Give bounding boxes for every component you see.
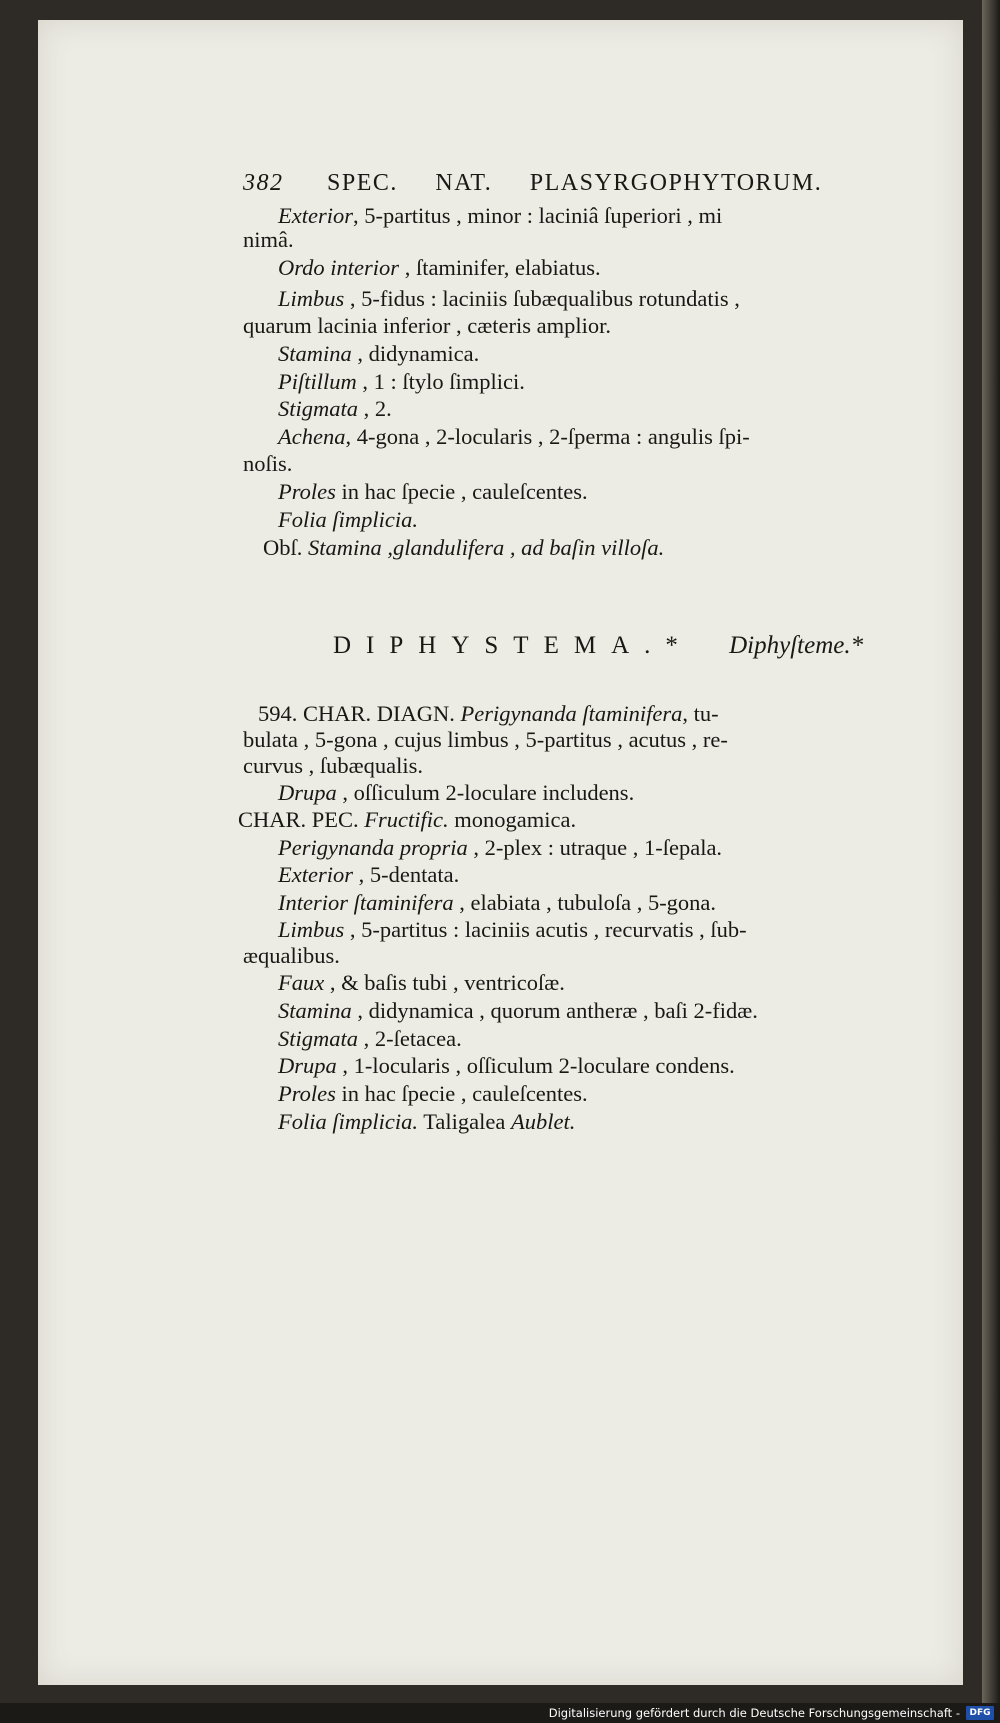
italic-term: Faux — [278, 970, 325, 995]
running-header — [243, 170, 843, 197]
italic-term: Proles — [278, 479, 336, 504]
italic-term: Perigynanda propria — [278, 835, 468, 860]
text-line — [278, 201, 722, 231]
text-run: , tu- — [682, 701, 719, 726]
text-run: bulata , 5-gona , cujus limbus , 5-partitus , acutus , re- — [243, 727, 728, 752]
text-line — [278, 1024, 462, 1054]
italic-term: Stamina — [278, 341, 352, 366]
digitization-footer — [0, 1703, 1000, 1723]
text-run: , 5-dentata. — [352, 862, 460, 887]
text-run: , & baſis tubi , ventricoſæ. — [324, 970, 565, 995]
italic-term: Stigmata — [278, 1026, 359, 1051]
italic-term: Stigmata — [278, 396, 359, 421]
italic-term: Folia ſimplicia. — [278, 1109, 418, 1134]
italic-term: Limbus — [278, 917, 345, 942]
text-line — [243, 941, 340, 971]
italic-term: Interior ſtaminifera — [278, 890, 454, 915]
text-run: quarum lacinia inferior , cæteris amplior. — [243, 313, 612, 338]
italic-term: Achena — [278, 424, 346, 449]
text-line — [278, 422, 750, 452]
italic-term: Folia ſimplicia. — [278, 507, 418, 532]
italic-term: Ordo interior — [278, 255, 400, 280]
italic-term: Stamina — [278, 998, 352, 1023]
book-edge — [982, 0, 1000, 1723]
italic-term: Drupa — [278, 1053, 337, 1078]
text-run: , didynamica , quorum antheræ , baſi 2-fidæ. — [351, 998, 758, 1023]
text-run: , 1-locularis , oſſiculum 2-loculare condens. — [336, 1053, 735, 1078]
italic-term: Drupa — [278, 780, 337, 805]
running-title-word: NAT. — [435, 170, 493, 196]
text-line — [278, 996, 758, 1026]
text-run: Obſ. — [263, 535, 308, 560]
text-line — [243, 311, 611, 341]
text-line — [278, 1107, 575, 1137]
genus-heading — [333, 632, 893, 660]
text-line — [278, 968, 565, 998]
page-content — [38, 20, 963, 1685]
text-run: , 5-partitus , minor : laciniâ ſuperiori , mi — [352, 203, 723, 228]
text-run: in hac ſpecie , cauleſcentes. — [335, 479, 588, 504]
text-run: noſis. — [243, 451, 293, 476]
italic-term: Aublet. — [510, 1109, 576, 1134]
text-line — [243, 751, 423, 781]
text-line — [278, 915, 747, 945]
text-run: , ſtaminifer, elabiatus. — [399, 255, 601, 280]
italic-term: Perigynanda ſtaminifera — [460, 701, 683, 726]
text-line — [278, 860, 459, 890]
italic-term: Piſtillum — [278, 369, 357, 394]
text-run: , 2. — [358, 396, 392, 421]
text-line — [278, 477, 588, 507]
text-line — [278, 1079, 588, 1109]
text-run: , 1 : ſtylo ſimplici. — [356, 369, 525, 394]
text-line — [278, 284, 740, 314]
text-line — [278, 778, 634, 808]
text-line — [278, 367, 525, 397]
italic-term: Stamina ,glandulifera , ad baſin villoſa. — [308, 535, 665, 560]
running-title-word: PLASYRGOPHYTORUM. — [529, 170, 823, 196]
text-line — [278, 253, 601, 283]
italic-term: Limbus — [278, 286, 345, 311]
text-run: nimâ. — [243, 227, 294, 252]
running-title-word: SPEC. — [327, 170, 398, 196]
text-run: Taligalea — [418, 1109, 511, 1134]
text-run: , 5-fidus : laciniis ſubæqualibus rotundatis , — [344, 286, 740, 311]
page-number: 382 — [243, 170, 284, 196]
text-run: , 4-gona , 2-locularis , 2-ſperma : angulis ſpi- — [345, 424, 750, 449]
text-run: , 2-plex : utraque , 1-ſepala. — [467, 835, 723, 860]
text-run: , oſſiculum 2-loculare includens. — [336, 780, 635, 805]
text-run: , elabiata , tubuloſa , 5-gona. — [453, 890, 717, 915]
dfg-logo-icon: DFG — [966, 1706, 994, 1720]
text-run: , 2-ſetacea. — [358, 1026, 462, 1051]
text-line — [278, 394, 392, 424]
text-run: in hac ſpecie , cauleſcentes. — [335, 1081, 588, 1106]
text-line — [278, 1051, 735, 1081]
genus-name: DIPHYSTEMA.* — [333, 632, 693, 659]
text-run: curvus , ſubæqualis. — [243, 753, 423, 778]
text-line — [278, 888, 716, 918]
footer-text: Digitalisierung gefördert durch die Deutsche Forschungsgemeinschaft - — [548, 1706, 960, 1720]
text-line — [243, 449, 292, 479]
text-run: , 5-partitus : laciniis acutis , recurvatis , ſub- — [344, 917, 747, 942]
text-line — [278, 505, 418, 535]
text-line — [278, 339, 479, 369]
text-run: CHAR. PEC. — [238, 807, 365, 832]
italic-term: Proles — [278, 1081, 336, 1106]
text-line — [278, 833, 722, 863]
book-page — [38, 20, 963, 1685]
text-run: , didynamica. — [351, 341, 480, 366]
text-run: 594. CHAR. DIAGN. — [258, 701, 461, 726]
text-line — [238, 805, 576, 835]
text-line — [243, 225, 294, 255]
italic-term: Fructific. — [364, 807, 449, 832]
italic-term: Exterior — [278, 862, 353, 887]
genus-alt-name: Diphyſteme.* — [729, 632, 864, 659]
text-line — [263, 533, 664, 563]
text-run: monogamica. — [448, 807, 577, 832]
italic-term: Exterior — [278, 203, 353, 228]
text-run: æqualibus. — [243, 943, 340, 968]
